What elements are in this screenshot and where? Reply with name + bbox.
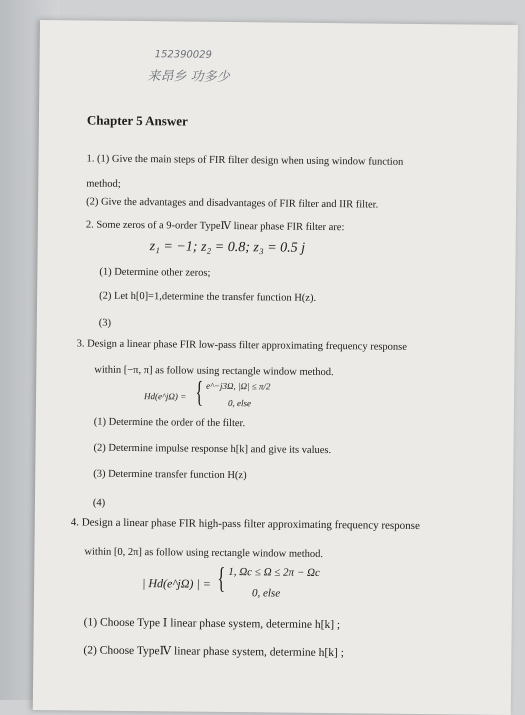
q3-brace: { xyxy=(195,375,204,409)
paper-sheet xyxy=(33,20,518,715)
q3-lhs: Hd(e^jΩ) = xyxy=(144,391,187,402)
q2-part2: (2) Let h[0]=1,determine the transfer function H(z). xyxy=(99,290,317,304)
q3-part1: (1) Determine the order of the filter. xyxy=(93,416,246,430)
q4-case2: 0, else xyxy=(251,587,281,600)
q3-stem: 3. Design a linear phase FIR low-pass filter approximating frequency response xyxy=(76,338,408,353)
q4-lhs: | Hd(e^jΩ) | = xyxy=(142,576,211,591)
q3-part2: (2) Determine impulse response h[k] and give its values. xyxy=(93,442,332,457)
q4-case1: 1, Ωc ≤ Ω ≤ 2π − Ωc xyxy=(228,566,320,579)
q1-line2: method; xyxy=(86,178,121,190)
q4-brace: { xyxy=(217,561,226,595)
handwritten-name: 来昂乡 功多少 xyxy=(147,69,230,85)
q2-stem: 2. Some zeros of a 9-order TypeⅣ linear phase FIR filter are: xyxy=(85,219,345,234)
q4-within: within [0, 2π] as follow using rectangle window method. xyxy=(84,546,324,560)
handwritten-id: 152390029 xyxy=(154,49,212,61)
q4-part1: (1) Choose Type Ⅰ linear phase system, determine h[k] ; xyxy=(83,616,341,632)
q1-line1: 1. (1) Give the main steps of FIR filter design when using window function xyxy=(86,153,404,168)
q1-part2: (2) Give the advantages and disadvantages of FIR filter and IIR filter. xyxy=(86,196,379,211)
chapter-title: Chapter 5 Answer xyxy=(86,112,188,129)
q3-case1: e^−j3Ω, |Ω| ≤ π/2 xyxy=(206,380,271,392)
q2-part1: (1) Determine other zeros; xyxy=(99,266,211,279)
q3-part3: (3) Determine transfer function H(z) xyxy=(93,468,247,482)
q3-case2: 0, else xyxy=(227,397,252,409)
q2-zeros: z₁ = −1; z₂ = 0.8; z₃ = 0.5 j xyxy=(149,239,306,256)
q3-part4: (4) xyxy=(92,497,106,509)
q4-part2: (2) Choose TypeⅣ linear phase system, determine h[k] ; xyxy=(83,644,344,660)
q4-stem: 4. Design a linear phase FIR high-pass filter approximating frequency response xyxy=(70,516,420,533)
q2-part3: (3) xyxy=(98,317,112,329)
q3-within: within [−π, π] as follow using rectangle window method. xyxy=(94,364,334,379)
